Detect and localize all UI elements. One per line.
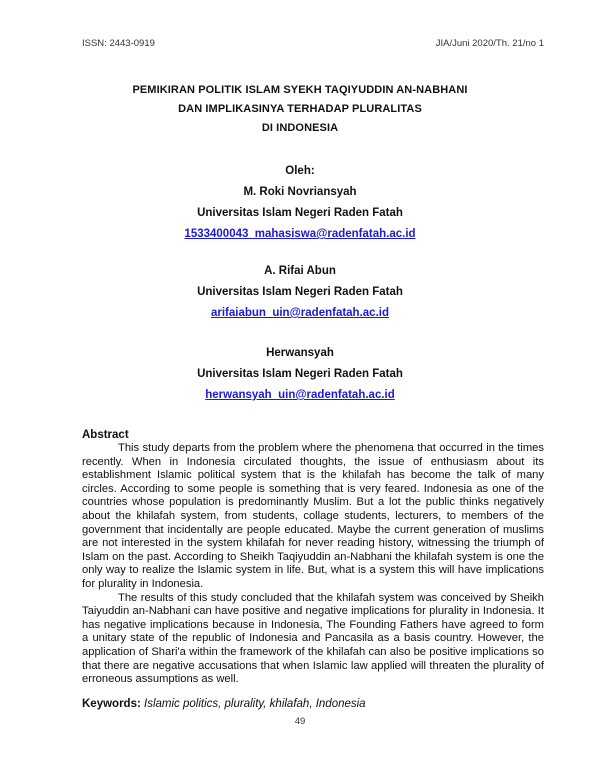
abstract-paragraph-1: This study departs from the problem where the phenomena that occurred in the times recently. When in Indonesia circulated thoughts, the issue of enthusiasm about its establishment Islamic political system that is the khilafah has become the talk of many circles. According to some people is something that is very feared. Indonesia as one of the countries whose population is predominantly Muslim. But a lot the public thinks negatively about the khilafah system, from students, collage students, lecturers, to members of the government that incidentally are people educated. Maybe the current generation of muslims are not interested in the system khilafah for never reading history, witnessing the triumph of Islam on the past. According to Sheikh Taqiyuddin an-Nabhani the khilafah system is one the only way to realize the Islamic system in life. But, what is a system this will have implications for plurality in Indonesia.	[82, 442, 544, 590]
author-3-affiliation: Universitas Islam Negeri Raden Fatah	[197, 368, 403, 380]
keywords-value: Islamic politics, plurality, khilafah, Indonesia	[144, 698, 366, 710]
author-2-affiliation: Universitas Islam Negeri Raden Fatah	[197, 286, 403, 298]
title-line-2: DAN IMPLIKASINYA TERHADAP PLURALITAS	[178, 103, 422, 115]
author-3-name: Herwansyah	[266, 347, 334, 359]
author-1-affiliation: Universitas Islam Negeri Raden Fatah	[197, 207, 403, 219]
abstract-body	[82, 442, 544, 687]
author-1-email-row	[0, 228, 600, 240]
author-3-email[interactable]: herwansyah_uin@radenfatah.ac.id	[205, 389, 395, 401]
keywords-label: Keywords:	[82, 698, 141, 710]
abstract-paragraph-2: The results of this study concluded that the khilafah system was conceived by Sheikh Taiyuddin an-Nabhani can have positive and negative implications for plurality in Indonesia. It has negative implications because in Indonesia, The Founding Fathers have agreed to form a unitary state of the republic of Indonesia and Pancasila as a basis country. However, the application of Shari'a within the framework of the khilafah can also be positive implications so that there are negative accusations that when Islamic law applied will threaten the plurality of erroneous assumptions as well.	[82, 591, 544, 686]
keywords	[82, 698, 366, 710]
title-line-1: PEMIKIRAN POLITIK ISLAM SYEKH TAQIYUDDIN AN-NABHANI	[132, 84, 468, 96]
author-1-name: M. Roki Novriansyah	[243, 186, 357, 198]
byline: Oleh:	[285, 165, 315, 177]
title-line-3: DI INDONESIA	[261, 122, 339, 134]
author-3-email-row	[0, 389, 600, 401]
author-2-email[interactable]: arifaiabun_uin@radenfatah.ac.id	[210, 307, 389, 319]
author-2-email-row	[0, 307, 600, 319]
author-2-name: A. Rifai Abun	[264, 265, 336, 277]
author-1-email[interactable]: 1533400043_mahasiswa@radenfatah.ac.id	[184, 228, 416, 240]
abstract-heading: Abstract	[82, 429, 129, 441]
page-number: 49	[294, 716, 306, 727]
issn-header: ISSN: 2443-0919	[82, 38, 155, 49]
journal-header: JIA/Juni 2020/Th. 21/no 1	[435, 38, 544, 49]
